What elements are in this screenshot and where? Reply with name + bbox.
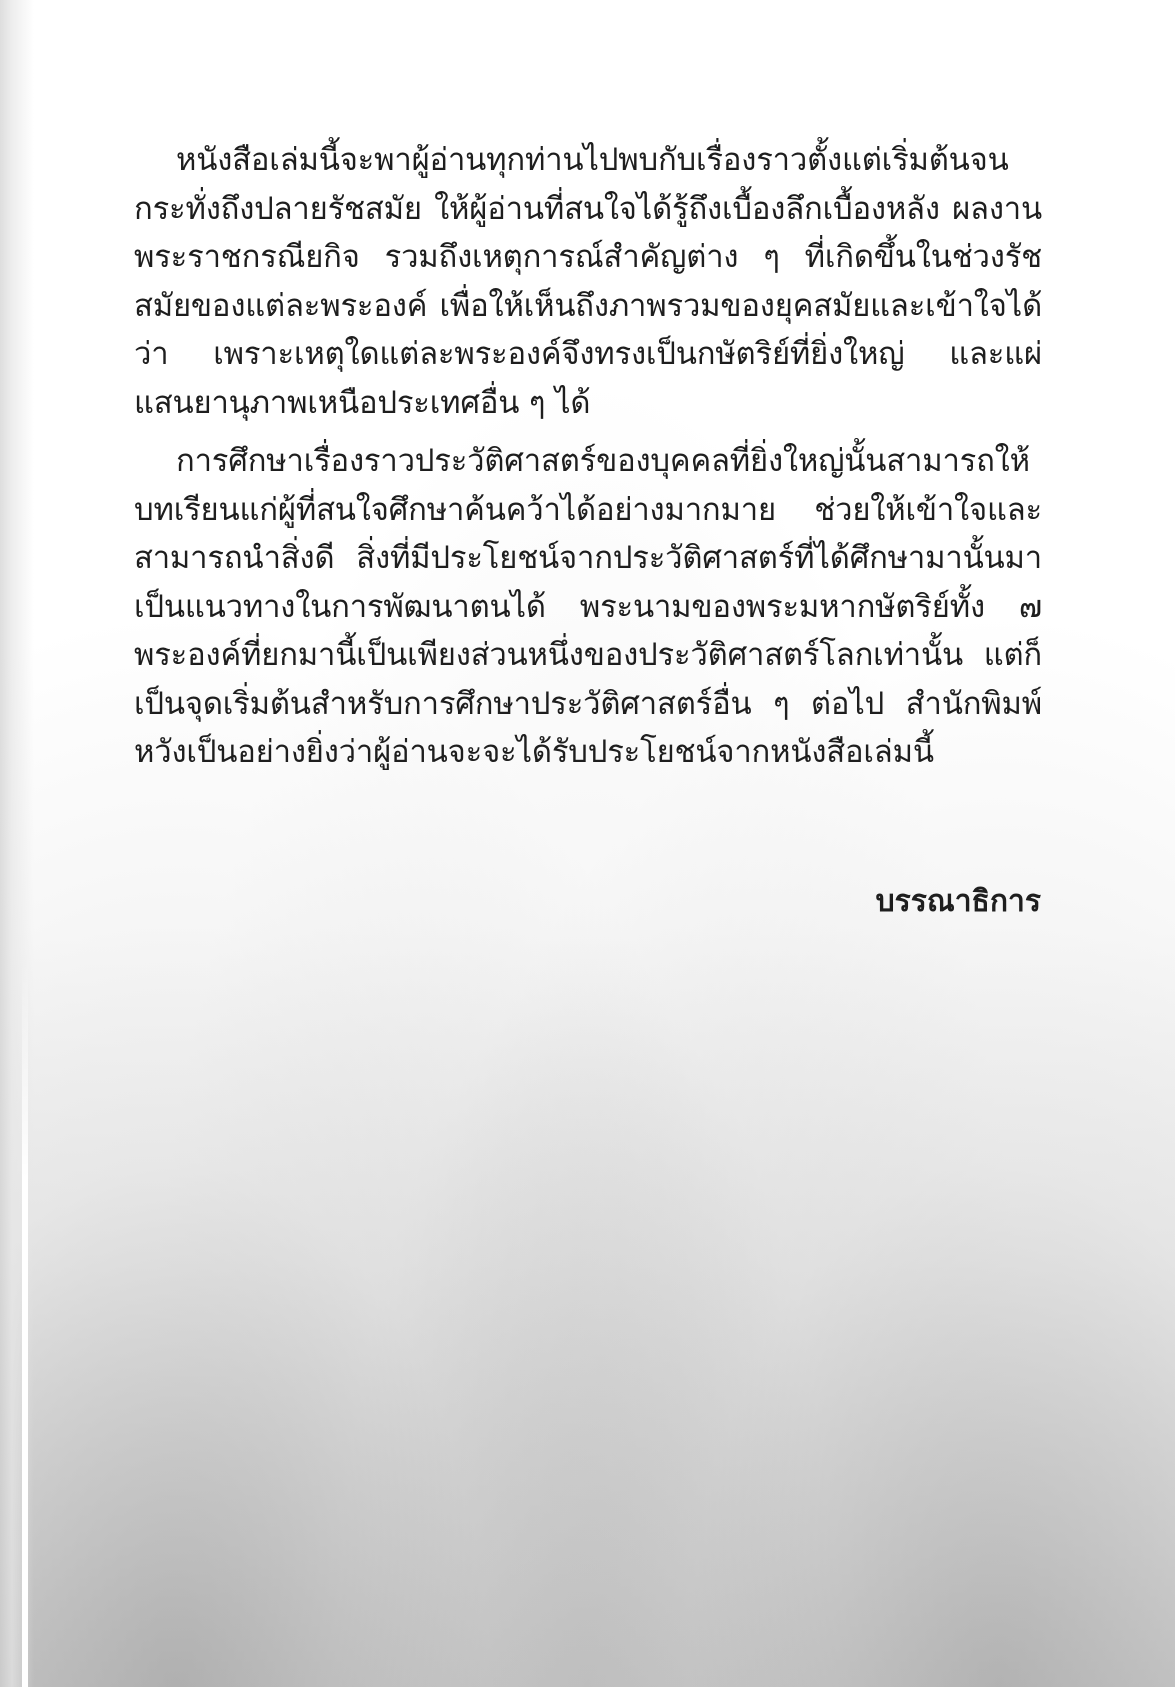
paragraph-1: หนังสือเล่มนี้จะพาผู้อ่านทุกท่านไปพบกับเรื่องราวตั้งแต่เริ่มต้นจนกระทั่งถึงปลายรัชสมัย ให้ผู้อ่านที่สนใจได้รู้ถึงเบื้องลึกเบื้องหลัง ผลงานพระราชกรณียกิจ รวมถึงเหตุการณ์สำคัญต่าง ๆ ที่เกิดขึ้นในช่วงรัชสมัยของแต่ละพระองค์ เพื่อให้เห็นถึงภาพรวมของยุคสมัยและเข้าใจได้ว่า เพราะเหตุใดแต่ละพระองค์จึงทรงเป็นกษัตริย์ที่ยิ่งใหญ่ และแผ่แสนยานุภาพเหนือประเทศอื่น ๆ ได้	[134, 142, 1042, 421]
editor-signature: บรรณาธิการ	[875, 884, 1041, 919]
paragraph-2: การศึกษาเรื่องราวประวัติศาสตร์ของบุคคลที่ยิ่งใหญ่นั้นสามารถให้บทเรียนแก่ผู้ที่สนใจศึกษาค้นคว้าได้อย่างมากมาย ช่วยให้เข้าใจและสามารถนำสิ่งดี สิ่งที่มีประโยชน์จากประวัติศาสตร์ที่ได้ศึกษามานั้นมาเป็นแนวทางในการพัฒนาตนได้ พระนามของพระมหากษัตริย์ทั้ง ๗ พระองค์ที่ยกมานี้เป็นเพียงส่วนหนึ่งของประวัติศาสตร์โลกเท่านั้น แต่ก็เป็นจุดเริ่มต้นสำหรับการศึกษาประวัติศาสตร์อื่น ๆ ต่อไป สำนักพิมพ์หวังเป็นอย่างยิ่งว่าผู้อ่านจะจะได้รับประโยชน์จากหนังสือเล่มนี้	[134, 443, 1042, 770]
body-text	[134, 136, 1042, 787]
